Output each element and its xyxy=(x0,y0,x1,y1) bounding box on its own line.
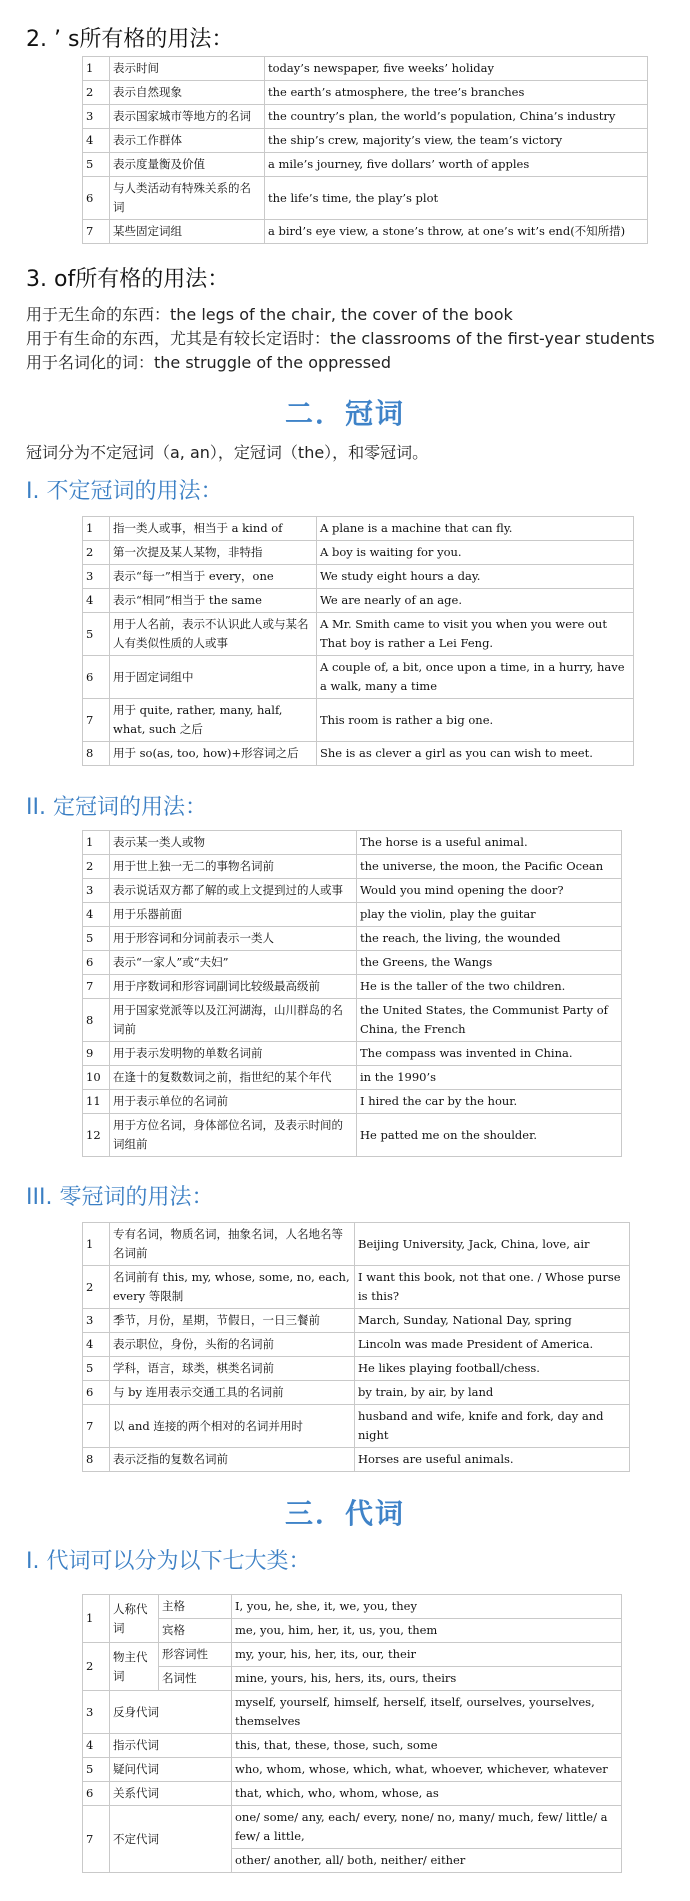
table-row xyxy=(83,1691,622,1734)
table-row xyxy=(83,1619,622,1643)
row-number: 5 xyxy=(83,613,110,656)
s-possessive-title: 2. ’ s所有格的用法： xyxy=(26,27,234,52)
indefinite-table xyxy=(82,516,634,766)
table-row xyxy=(83,541,634,565)
row-number: 3 xyxy=(83,1691,110,1734)
example-cell: by train, by air, by land xyxy=(355,1381,630,1405)
example-cell: The horse is a useful animal. xyxy=(357,831,622,855)
row-number: 4 xyxy=(83,903,110,927)
table-row xyxy=(83,699,634,742)
row-number: 5 xyxy=(83,153,110,177)
row-number: 8 xyxy=(83,742,110,766)
row-number: 6 xyxy=(83,656,110,699)
row-number: 4 xyxy=(83,129,110,153)
table-row xyxy=(83,153,648,177)
pronoun-examples: my, your, his, her, its, our, their xyxy=(232,1643,622,1667)
usage-cell: 用于形容词和分词前表示一类人 xyxy=(110,927,357,951)
example-cell: the reach, the living, the wounded xyxy=(357,927,622,951)
pronoun-subcategory: 形容词性 xyxy=(159,1643,232,1667)
usage-cell: 用于表示单位的名词前 xyxy=(110,1090,357,1114)
pronoun-examples: I, you, he, she, it, we, you, they xyxy=(232,1595,622,1619)
example-cell: a mile’s journey, five dollars’ worth of apples xyxy=(265,153,648,177)
row-number: 3 xyxy=(83,565,110,589)
table-row xyxy=(83,220,648,244)
table-row xyxy=(83,1266,630,1309)
pronoun-examples: one/ some/ any, each/ every, none/ no, many/ much, few/ little/ a few/ a little, xyxy=(232,1806,622,1849)
row-number: 9 xyxy=(83,1042,110,1066)
definite-table xyxy=(82,830,622,1157)
row-number: 3 xyxy=(83,879,110,903)
pronoun-examples: that, which, who, whom, whose, as xyxy=(232,1782,622,1806)
table-row xyxy=(83,1806,622,1849)
usage-cell: 学科，语言，球类，棋类名词前 xyxy=(110,1357,355,1381)
usage-cell: 名词前有 this, my, whose, some, no, each, every 等限制 xyxy=(110,1266,355,1309)
usage-cell: 用于固定词组中 xyxy=(110,656,317,699)
table-row xyxy=(83,742,634,766)
example-cell: We are nearly of an age. xyxy=(317,589,634,613)
usage-cell: 表示国家城市等地方的名词 xyxy=(110,105,265,129)
example-cell: the country’s plan, the world’s population, China’s industry xyxy=(265,105,648,129)
table-row xyxy=(83,999,622,1042)
usage-cell: 以 and 连接的两个相对的名词并用时 xyxy=(110,1405,355,1448)
row-number: 2 xyxy=(83,541,110,565)
usage-cell: 用于表示发明物的单数名词前 xyxy=(110,1042,357,1066)
example-cell: the earth’s atmosphere, the tree’s branches xyxy=(265,81,648,105)
table-row xyxy=(83,1782,622,1806)
row-number: 4 xyxy=(83,1333,110,1357)
table-row xyxy=(83,613,634,656)
pronoun-category: 物主代词 xyxy=(110,1643,159,1691)
table-row xyxy=(83,975,622,999)
usage-cell: 用于 quite, rather, many, half, what, such 之后 xyxy=(110,699,317,742)
table-row xyxy=(83,1223,630,1266)
table-row xyxy=(83,831,622,855)
usage-cell: 用于乐器前面 xyxy=(110,903,357,927)
table-row xyxy=(83,1090,622,1114)
table-row xyxy=(83,1042,622,1066)
pronoun-subcategory: 主格 xyxy=(159,1595,232,1619)
example-cell: the universe, the moon, the Pacific Ocean xyxy=(357,855,622,879)
table-row xyxy=(83,589,634,613)
articles-heading: 二．冠词 xyxy=(284,397,405,430)
example-cell: play the violin, play the guitar xyxy=(357,903,622,927)
example-cell: He likes playing football/chess. xyxy=(355,1357,630,1381)
row-number: 1 xyxy=(83,517,110,541)
row-number: 7 xyxy=(83,1806,110,1873)
pronoun-types-title: I. 代词可以分为以下七大类： xyxy=(26,1549,311,1574)
usage-cell: 用于国家党派等以及江河湖海，山川群岛的名词前 xyxy=(110,999,357,1042)
example-cell: We study eight hours a day. xyxy=(317,565,634,589)
usage-cell: 表示泛指的复数名词前 xyxy=(110,1448,355,1472)
example-cell: the life’s time, the play’s plot xyxy=(265,177,648,220)
table-row xyxy=(83,656,634,699)
row-number: 3 xyxy=(83,1309,110,1333)
table-row xyxy=(83,1333,630,1357)
of-usage-line: 用于有生命的东西，尤其是有较长定语时：the classrooms of the first-year students xyxy=(26,329,655,348)
zero-table xyxy=(82,1222,630,1472)
row-number: 10 xyxy=(83,1066,110,1090)
of-usage-line: 用于名词化的词：the struggle of the oppressed xyxy=(26,353,392,372)
pronoun-category: 指示代词 xyxy=(110,1734,232,1758)
row-number: 8 xyxy=(83,999,110,1042)
table-row xyxy=(83,903,622,927)
table-row xyxy=(83,1066,622,1090)
example-cell: the United States, the Communist Party of China, the French xyxy=(357,999,622,1042)
row-number: 2 xyxy=(83,855,110,879)
row-number: 1 xyxy=(83,1223,110,1266)
pronoun-examples: who, whom, whose, which, what, whoever, whichever, whatever xyxy=(232,1758,622,1782)
table-row xyxy=(83,81,648,105)
usage-cell: 与人类活动有特殊关系的名词 xyxy=(110,177,265,220)
usage-cell: 表示“相同”相当于 the same xyxy=(110,589,317,613)
row-number: 2 xyxy=(83,81,110,105)
usage-cell: 表示“一家人”或“夫妇” xyxy=(110,951,357,975)
pronoun-table xyxy=(82,1594,622,1873)
table-row xyxy=(83,1114,622,1157)
pronoun-examples: this, that, these, those, such, some xyxy=(232,1734,622,1758)
example-cell: Lincoln was made President of America. xyxy=(355,1333,630,1357)
usage-cell: 用于 so(as, too, how)+形容词之后 xyxy=(110,742,317,766)
table-row xyxy=(83,1405,630,1448)
definite-title: II. 定冠词的用法： xyxy=(26,795,207,820)
row-number: 2 xyxy=(83,1266,110,1309)
table-row xyxy=(83,1734,622,1758)
pronoun-category: 不定代词 xyxy=(110,1806,232,1873)
usage-cell: 在逢十的复数数词之前，指世纪的某个年代 xyxy=(110,1066,357,1090)
of-usage-line: 用于无生命的东西：the legs of the chair, the cover of the book xyxy=(26,305,513,324)
table-row xyxy=(83,105,648,129)
table-row xyxy=(83,565,634,589)
example-cell: March, Sunday, National Day, spring xyxy=(355,1309,630,1333)
articles-intro: 冠词分为不定冠词（a, an），定冠词（the），和零冠词。 xyxy=(26,443,429,462)
usage-cell: 用于序数词和形容词副词比较级最高级前 xyxy=(110,975,357,999)
table-row xyxy=(83,1595,622,1619)
usage-cell: 季节，月份，星期，节假日，一日三餐前 xyxy=(110,1309,355,1333)
row-number: 7 xyxy=(83,975,110,999)
pronoun-examples: mine, yours, his, hers, its, ours, theirs xyxy=(232,1667,622,1691)
usage-cell: 表示度量衡及价值 xyxy=(110,153,265,177)
table-row xyxy=(83,855,622,879)
usage-cell: 表示工作群体 xyxy=(110,129,265,153)
table-row xyxy=(83,57,648,81)
row-number: 8 xyxy=(83,1448,110,1472)
row-number: 1 xyxy=(83,831,110,855)
example-cell: A couple of, a bit, once upon a time, in a hurry, have a walk, many a time xyxy=(317,656,634,699)
example-cell: This room is rather a big one. xyxy=(317,699,634,742)
pronouns-heading: 三．代词 xyxy=(284,1497,405,1530)
example-cell: He is the taller of the two children. xyxy=(357,975,622,999)
example-cell: the ship’s crew, majority’s view, the team’s victory xyxy=(265,129,648,153)
table-row xyxy=(83,1448,630,1472)
usage-cell: 用于方位名词，身体部位名词，及表示时间的词组前 xyxy=(110,1114,357,1157)
usage-cell: 某些固定词组 xyxy=(110,220,265,244)
example-cell: Would you mind opening the door? xyxy=(357,879,622,903)
usage-cell: 表示“每一”相当于 every，one xyxy=(110,565,317,589)
example-cell: Beijing University, Jack, China, love, air xyxy=(355,1223,630,1266)
pronoun-examples: me, you, him, her, it, us, you, them xyxy=(232,1619,622,1643)
table-row xyxy=(83,1381,630,1405)
example-cell: I want this book, not that one. / Whose purse is this? xyxy=(355,1266,630,1309)
pronoun-subcategory: 宾格 xyxy=(159,1619,232,1643)
example-cell: The compass was invented in China. xyxy=(357,1042,622,1066)
row-number: 6 xyxy=(83,951,110,975)
pronoun-category: 关系代词 xyxy=(110,1782,232,1806)
row-number: 4 xyxy=(83,1734,110,1758)
example-cell: a bird’s eye view, a stone’s throw, at one’s wit’s end(不知所措) xyxy=(265,220,648,244)
example-cell: A plane is a machine that can fly. xyxy=(317,517,634,541)
example-cell: She is as clever a girl as you can wish to meet. xyxy=(317,742,634,766)
table-row xyxy=(83,129,648,153)
example-cell: A Mr. Smith came to visit you when you were out That boy is rather a Lei Feng. xyxy=(317,613,634,656)
table-row xyxy=(83,1667,622,1691)
usage-cell: 表示自然现象 xyxy=(110,81,265,105)
indefinite-title: I. 不定冠词的用法： xyxy=(26,479,223,504)
example-cell: husband and wife, knife and fork, day and night xyxy=(355,1405,630,1448)
example-cell: in the 1990’s xyxy=(357,1066,622,1090)
pronoun-subcategory: 名词性 xyxy=(159,1667,232,1691)
usage-cell: 指一类人或事，相当于 a kind of xyxy=(110,517,317,541)
s-possessive-table xyxy=(82,56,648,244)
pronoun-examples: other/ another, all/ both, neither/ either xyxy=(232,1849,622,1873)
zero-title: III. 零冠词的用法： xyxy=(26,1185,214,1210)
row-number: 7 xyxy=(83,220,110,244)
row-number: 6 xyxy=(83,1381,110,1405)
table-row xyxy=(83,1643,622,1667)
usage-cell: 专有名词，物质名词，抽象名词，人名地名等名词前 xyxy=(110,1223,355,1266)
pronoun-category: 反身代词 xyxy=(110,1691,232,1734)
example-cell: I hired the car by the hour. xyxy=(357,1090,622,1114)
row-number: 7 xyxy=(83,699,110,742)
table-row xyxy=(83,927,622,951)
row-number: 6 xyxy=(83,177,110,220)
row-number: 5 xyxy=(83,1357,110,1381)
row-number: 2 xyxy=(83,1643,110,1691)
row-number: 11 xyxy=(83,1090,110,1114)
table-row xyxy=(83,879,622,903)
example-cell: A boy is waiting for you. xyxy=(317,541,634,565)
row-number: 6 xyxy=(83,1782,110,1806)
table-row xyxy=(83,1357,630,1381)
row-number: 1 xyxy=(83,57,110,81)
example-cell: the Greens, the Wangs xyxy=(357,951,622,975)
of-possessive-title: 3. of所有格的用法： xyxy=(26,267,230,292)
usage-cell: 用于世上独一无二的事物名词前 xyxy=(110,855,357,879)
table-row xyxy=(83,1309,630,1333)
row-number: 12 xyxy=(83,1114,110,1157)
row-number: 3 xyxy=(83,105,110,129)
pronoun-examples: myself, yourself, himself, herself, itself, ourselves, yourselves, themselves xyxy=(232,1691,622,1734)
pronoun-category: 疑问代词 xyxy=(110,1758,232,1782)
usage-cell: 表示时间 xyxy=(110,57,265,81)
usage-cell: 表示某一类人或物 xyxy=(110,831,357,855)
row-number: 5 xyxy=(83,927,110,951)
table-row xyxy=(83,177,648,220)
row-number: 4 xyxy=(83,589,110,613)
usage-cell: 用于人名前，表示不认识此人或与某名人有类似性质的人或事 xyxy=(110,613,317,656)
table-row xyxy=(83,951,622,975)
example-cell: Horses are useful animals. xyxy=(355,1448,630,1472)
usage-cell: 第一次提及某人某物，非特指 xyxy=(110,541,317,565)
pronoun-category: 人称代词 xyxy=(110,1595,159,1643)
usage-cell: 表示说话双方都了解的或上文提到过的人或事 xyxy=(110,879,357,903)
table-row xyxy=(83,1758,622,1782)
usage-cell: 表示职位，身份，头衔的名词前 xyxy=(110,1333,355,1357)
usage-cell: 与 by 连用表示交通工具的名词前 xyxy=(110,1381,355,1405)
table-row xyxy=(83,517,634,541)
example-cell: today’s newspaper, five weeks’ holiday xyxy=(265,57,648,81)
row-number: 5 xyxy=(83,1758,110,1782)
row-number: 7 xyxy=(83,1405,110,1448)
example-cell: He patted me on the shoulder. xyxy=(357,1114,622,1157)
row-number: 1 xyxy=(83,1595,110,1643)
